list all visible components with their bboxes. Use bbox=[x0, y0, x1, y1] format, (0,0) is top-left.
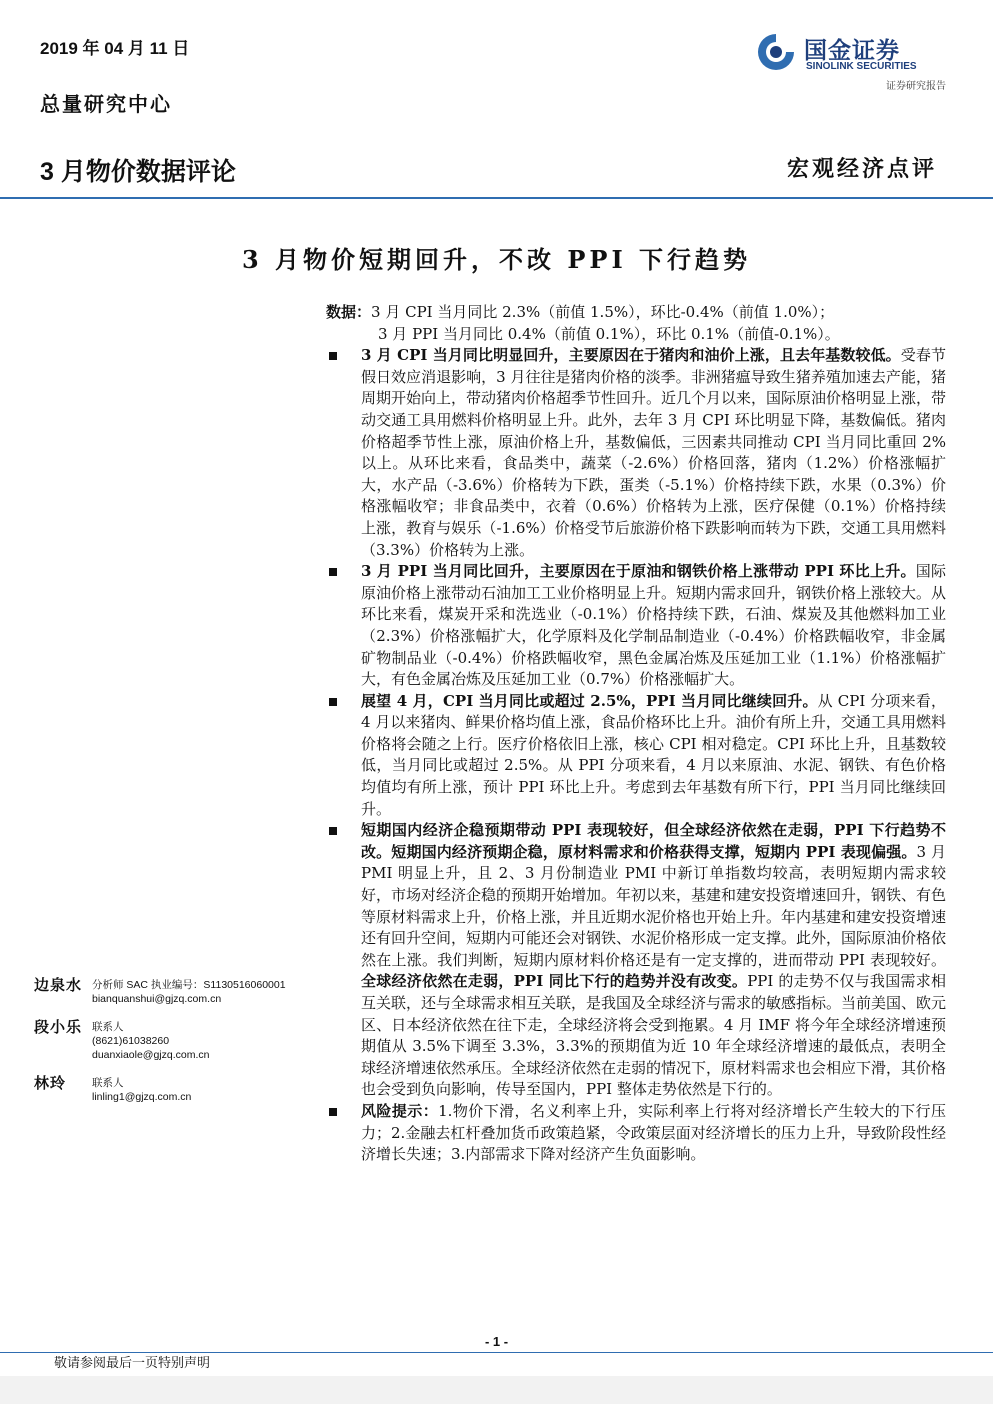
author-role: 联系人 bbox=[92, 1021, 124, 1033]
author-name: 边泉水 bbox=[34, 976, 83, 994]
author-name: 林玲 bbox=[34, 1074, 67, 1092]
bullet-square-icon bbox=[329, 698, 337, 706]
author-info bbox=[92, 1072, 191, 1104]
bullet-risk bbox=[326, 1101, 946, 1166]
bullet-text: 3 月 PMI 明显上升，且 2、3 月份制造业 PMI 中新订单指数均较高，表明短期内需求较好，市场对经济企稳的预期开始增加。年初以来，基建和建安投资增速回升，钢铁、有色等原材料需求上升，价格上涨，并且近期水泥价格也开始上升。年内基建和建安投资增速还有回升空间，短期内可能还会对钢铁、水泥价格形成一定支撑。此外，国际原油价格依然在上涨。我们判断，短期内原材料价格还是有一定支撑的，进而带动 PPI 表现较好。 bbox=[361, 842, 947, 969]
data-line-2: 3 月 PPI 当月同比 0.4%（前值 0.1%），环比 0.1%（前值-0.1%）。 bbox=[378, 324, 840, 343]
author-email[interactable]: duanxiaole@gjzq.com.cn bbox=[92, 1049, 210, 1061]
author-info bbox=[92, 974, 286, 1006]
author-entry bbox=[34, 1072, 314, 1104]
author-phone: (8621)61038260 bbox=[92, 1035, 170, 1047]
logo-subtitle: 证券研究报告 bbox=[886, 81, 946, 92]
data-line-1 bbox=[326, 302, 946, 324]
author-list bbox=[34, 974, 314, 1114]
bullet-square-icon bbox=[329, 827, 337, 835]
bullet-ppi bbox=[326, 561, 946, 691]
report-date: 2019 年 04 月 11 日 bbox=[40, 39, 190, 58]
data-label: 数据： bbox=[326, 303, 372, 321]
author-info bbox=[92, 1016, 209, 1062]
bullet-trend bbox=[326, 820, 946, 1101]
bullet-heading: 3 月 PPI 当月同比回升，主要原因在于原油和钢铁价格上涨带动 PPI 环比上升。 bbox=[361, 562, 916, 581]
bullet-text-2: PPI 的走势不仅与我国需求相互关联，还与全球需求相互关联，是我国及全球经济与需求的敏感指标。当前美国、欧元区、日本经济依然在往下走，全球经济将会受到拖累。4 月 IMF 将今年全球经济增速预期值从 3.5%下调至 3.3%，3.3%的预期值为近 10 年全球经济增速的最低点，表明全球经济增速依然承压。全球经济依然在走弱的情况下，原材料需求也会相应下滑，其价格也会受到负向影响，传导至国内，PPI 整体走势依然是下行的。 bbox=[361, 972, 947, 1099]
bullet-square-icon bbox=[329, 352, 337, 360]
footer-disclaimer: 敬请参阅最后一页特别声明 bbox=[54, 1356, 211, 1371]
bullet-text: 从 CPI 分项来看，4 月以来猪肉、鲜果价格均值上涨，食品价格环比上升。油价有所上升，交通工具用燃料价格将会随之上行。医疗价格依旧上涨，核心 CPI 相对稳定。CPI 环比上升，且基数较低，当月同比或超过 2.5%。从 PPI 分项来看，4 月以来原油、水泥、钢铁、有色价格均值均有所上涨，预计 PPI 环比上升。考虑到去年基数有所下行，PPI 当月同比继续回升。 bbox=[361, 691, 946, 818]
company-logo bbox=[756, 30, 946, 92]
author-role: 联系人 bbox=[92, 1077, 124, 1089]
bullet-heading: 短期国内经济企稳预期带动 PPI 表现较好，但全球经济依然在走弱，PPI 下行趋势不改。短期国内经济预期企稳，原材料需求和价格获得支撑，短期内 PPI 表现偏强。 bbox=[361, 821, 946, 861]
logo-name-en: SINOLINK SECURITIES bbox=[806, 61, 917, 72]
bullet-list bbox=[326, 345, 946, 1166]
data-cpi: 3 月 CPI 当月同比 2.3%（前值 1.5%），环比-0.4%（前值 1.0%）； bbox=[371, 303, 835, 321]
department-name: 总量研究中心 bbox=[40, 92, 172, 116]
author-entry bbox=[34, 974, 314, 1006]
author-credential: 分析师 SAC 执业编号：S1130516060001 bbox=[92, 979, 286, 991]
bullet-heading: 风险提示： bbox=[361, 1101, 439, 1120]
bullet-square-icon bbox=[329, 568, 337, 576]
bullet-text: 国际原油价格上涨带动石油加工工业价格明显上升。短期内需求回升，钢铁价格上涨较大。从环比来看，煤炭开采和洗选业（-0.1%）价格持续下跌，石油、煤炭及其他燃料加工业（2.3%）价格涨幅扩大，化学原料及化学制品制造业（-0.4%）价格跌幅收窄，非金属矿物制品业（-0.4%）价格跌幅收窄，黑色金属冶炼及压延加工业（1.1%）价格涨幅扩大，有色金属冶炼及压延加工业（0.7%）价格涨幅扩大。 bbox=[361, 562, 947, 689]
author-entry bbox=[34, 1016, 314, 1062]
bullet-heading: 3 月 CPI 当月同比明显回升，主要原因在于猪肉和油价上涨，且去年基数较低。 bbox=[361, 346, 901, 365]
page-number: - 1 - bbox=[484, 1334, 509, 1349]
header-divider bbox=[0, 197, 993, 199]
bullet-outlook bbox=[326, 691, 946, 821]
bullet-text: 受春节假日效应消退影响，3 月往往是猪肉价格的淡季。非洲猪瘟导致生猪养殖加速去产能，猪周期开始向上，带动猪肉价格超季节性回升。近几个月以来，国际原油价格明显上涨，带动交通工具用燃料价格明显上升。此外，去年 3 月 CPI 环比明显下降，基数偏低。猪肉价格超季节性上涨，原油价格上升，基数偏低，三因素共同推动 CPI 当月同比重回 2%以上。从环比来看，食品类中，蔬菜（-2.6%）价格回落，猪肉（1.2%）价格涨幅扩大，水产品（-3.6%）价格转为下跌，蛋类（-5.1%）价格持续下跌，水果（0.3%）价格涨幅收窄；非食品类中，衣着（0.6%）价格转为上涨，医疗保健（0.1%）价格持续上涨，教育与娱乐（-1.6%）价格受节后旅游价格下跌影响而转为下跌，交通工具用燃料（3.3%）价格转为上涨。 bbox=[361, 346, 947, 559]
sinolink-logo-icon bbox=[756, 32, 796, 72]
bullet-cpi bbox=[326, 345, 946, 561]
author-name: 段小乐 bbox=[34, 1018, 83, 1036]
bullet-subheading: 全球经济依然在走弱，PPI 同比下行的趋势并没有改变。 bbox=[361, 972, 748, 991]
author-email[interactable]: linling1@gjzq.com.cn bbox=[92, 1091, 192, 1103]
report-category: 宏观经济点评 bbox=[786, 156, 937, 182]
logo-name-cn: 国金证券 bbox=[804, 38, 900, 64]
bullet-square-icon bbox=[329, 1108, 337, 1116]
author-email[interactable]: bianquanshui@gjzq.com.cn bbox=[92, 993, 222, 1005]
bottom-band bbox=[0, 1376, 993, 1404]
main-content bbox=[326, 302, 946, 1166]
headline: 3 月物价短期回升，不改 PPI 下行趋势 bbox=[241, 245, 752, 274]
bullet-text: 1.物价下滑，名义利率上升，实际利率上行将对经济增长产生较大的下行压力；2.金融去杠杆叠加货币政策趋紧，令政策层面对经济增长的压力上升，导致阶段性经济增长失速；3.内部需求下降对经济产生负面影响。 bbox=[361, 1101, 946, 1164]
bullet-heading: 展望 4 月，CPI 当月同比或超过 2.5%，PPI 当月同比继续回升。 bbox=[361, 691, 818, 710]
report-title: 3 月物价数据评论 bbox=[40, 158, 236, 186]
